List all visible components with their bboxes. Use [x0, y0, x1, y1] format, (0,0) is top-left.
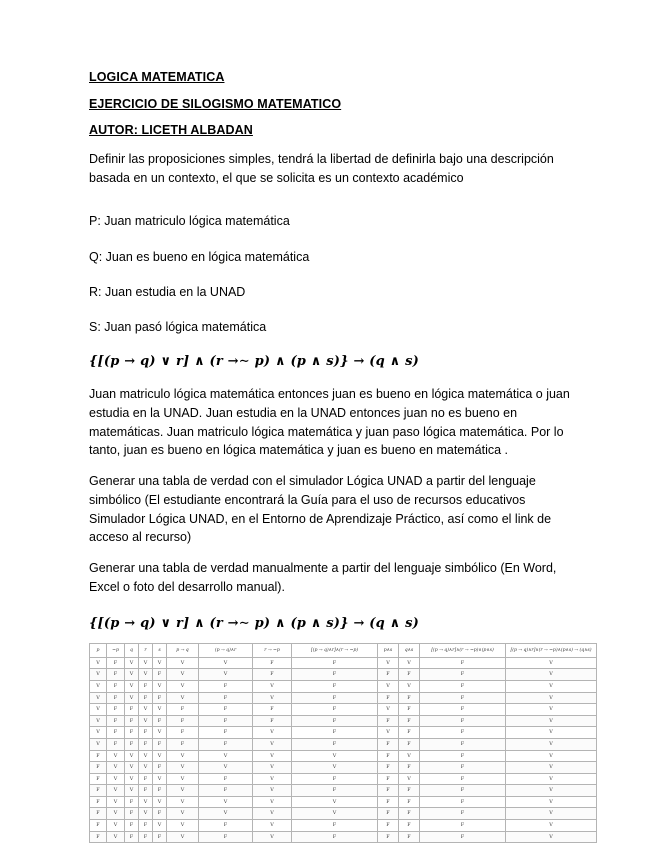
- table-cell: F: [90, 750, 107, 762]
- table-cell: F: [167, 704, 199, 716]
- argument-paragraph: Juan matriculo lógica matemática entonces juan es bueno en lógica matemática o juan estudia en la UNAD. Juan estudia en la UNAD entonces juan no es bueno en matemáticas. Juan matriculo lógica matemática y juan paso lógica matemática. Por lo tanto, juan es bueno en lógica matemática y juan es bueno en matemática .: [89, 387, 570, 458]
- table-cell: V: [253, 692, 292, 704]
- column-header-not-p: ~p: [107, 643, 125, 657]
- table-cell: F: [378, 808, 399, 820]
- table-cell: V: [506, 750, 597, 762]
- table-cell: V: [90, 657, 107, 669]
- column-header-r-implies-notp: r → ~p: [253, 643, 292, 657]
- table-cell: F: [153, 715, 167, 727]
- table-cell: V: [139, 750, 153, 762]
- table-cell: F: [107, 657, 125, 669]
- table-cell: F: [292, 727, 378, 739]
- table-cell: V: [292, 796, 378, 808]
- table-cell: V: [506, 727, 597, 739]
- table-cell: F: [153, 762, 167, 774]
- table-row: [90, 808, 597, 820]
- table-cell: F: [420, 738, 506, 750]
- proposition-s: S: Juan pasó lógica matemática: [89, 319, 267, 334]
- symbolic-formula-table: {[(p → q) ∨ r] ∧ (r →∼ p) ∧ (p ∧ s)} → (q ∧ s): [89, 615, 419, 631]
- table-cell: F: [90, 773, 107, 785]
- table-cell: V: [253, 750, 292, 762]
- document-subtitle: EJERCICIO DE SILOGISMO MATEMATICO: [89, 96, 342, 111]
- table-cell: F: [399, 692, 420, 704]
- table-cell: F: [139, 773, 153, 785]
- table-cell: F: [399, 669, 420, 681]
- table-cell: F: [125, 831, 139, 843]
- table-cell: F: [167, 727, 199, 739]
- table-cell: F: [153, 669, 167, 681]
- document-content: [89, 70, 592, 843]
- table-cell: F: [420, 750, 506, 762]
- table-cell: F: [253, 715, 292, 727]
- truth-table-head: [90, 643, 597, 657]
- table-cell: F: [378, 773, 399, 785]
- column-header-q: q: [125, 643, 139, 657]
- table-cell: F: [420, 785, 506, 797]
- table-cell: F: [153, 738, 167, 750]
- table-cell: F: [292, 704, 378, 716]
- table-row: [90, 762, 597, 774]
- table-cell: V: [107, 750, 125, 762]
- table-cell: V: [107, 820, 125, 832]
- table-cell: V: [139, 715, 153, 727]
- table-cell: F: [107, 727, 125, 739]
- table-row: [90, 680, 597, 692]
- page-title: LOGICA MATEMATICA: [89, 70, 225, 84]
- table-cell: F: [292, 820, 378, 832]
- table-cell: F: [378, 715, 399, 727]
- table-cell: F: [378, 750, 399, 762]
- table-cell: V: [167, 796, 199, 808]
- document-author: AUTOR: LICETH ALBADAN: [89, 123, 253, 138]
- table-cell: V: [125, 773, 139, 785]
- table-cell: V: [253, 831, 292, 843]
- table-cell: V: [506, 669, 597, 681]
- table-cell: F: [399, 762, 420, 774]
- table-cell: F: [420, 680, 506, 692]
- table-cell: F: [139, 831, 153, 843]
- column-header-r: r: [139, 643, 153, 657]
- table-cell: V: [153, 727, 167, 739]
- table-row: [90, 831, 597, 843]
- table-cell: F: [107, 715, 125, 727]
- table-cell: F: [199, 727, 253, 739]
- table-cell: F: [399, 715, 420, 727]
- table-cell: V: [506, 692, 597, 704]
- proposition-r: R: Juan estudia en la UNAD: [89, 284, 246, 299]
- table-cell: V: [199, 762, 253, 774]
- table-cell: V: [107, 831, 125, 843]
- table-cell: V: [167, 831, 199, 843]
- column-header-antecedent: [(p → q)∧r]∧(r → ~p)∧(p∧s): [420, 643, 506, 657]
- proposition-q: Q: Juan es bueno en lógica matemática: [89, 249, 310, 264]
- table-row: [90, 750, 597, 762]
- table-cell: V: [90, 727, 107, 739]
- table-cell: F: [420, 808, 506, 820]
- table-cell: V: [167, 657, 199, 669]
- table-cell: F: [199, 704, 253, 716]
- table-cell: F: [139, 820, 153, 832]
- table-cell: V: [153, 680, 167, 692]
- table-cell: V: [90, 680, 107, 692]
- column-header-s: s: [153, 643, 167, 657]
- table-cell: F: [199, 820, 253, 832]
- table-cell: F: [399, 808, 420, 820]
- table-cell: V: [378, 680, 399, 692]
- table-cell: V: [292, 762, 378, 774]
- table-cell: V: [125, 750, 139, 762]
- table-cell: V: [125, 785, 139, 797]
- table-cell: F: [125, 738, 139, 750]
- table-cell: F: [399, 727, 420, 739]
- column-header-p-and-s: p∧s: [378, 643, 399, 657]
- table-cell: V: [153, 657, 167, 669]
- table-cell: V: [399, 773, 420, 785]
- table-cell: V: [125, 762, 139, 774]
- column-header-p: p: [90, 643, 107, 657]
- table-cell: F: [125, 704, 139, 716]
- table-cell: V: [153, 704, 167, 716]
- table-cell: F: [253, 657, 292, 669]
- table-cell: V: [90, 692, 107, 704]
- table-cell: V: [167, 680, 199, 692]
- table-cell: V: [399, 750, 420, 762]
- table-cell: V: [107, 808, 125, 820]
- table-cell: V: [506, 680, 597, 692]
- table-cell: F: [420, 727, 506, 739]
- table-cell: F: [378, 796, 399, 808]
- table-row: [90, 773, 597, 785]
- table-cell: V: [199, 669, 253, 681]
- table-cell: V: [90, 669, 107, 681]
- table-cell: V: [167, 692, 199, 704]
- table-cell: F: [125, 715, 139, 727]
- table-cell: V: [139, 808, 153, 820]
- table-cell: F: [420, 762, 506, 774]
- table-cell: F: [420, 704, 506, 716]
- table-cell: F: [292, 738, 378, 750]
- table-cell: F: [199, 785, 253, 797]
- table-cell: F: [167, 715, 199, 727]
- table-cell: V: [292, 808, 378, 820]
- table-cell: V: [399, 657, 420, 669]
- table-cell: V: [139, 762, 153, 774]
- table-cell: F: [292, 657, 378, 669]
- table-cell: V: [153, 750, 167, 762]
- table-cell: F: [292, 680, 378, 692]
- table-cell: F: [420, 831, 506, 843]
- table-cell: V: [506, 773, 597, 785]
- proposition-p: P: Juan matriculo lógica matemática: [89, 214, 290, 229]
- table-cell: V: [506, 715, 597, 727]
- table-cell: F: [420, 692, 506, 704]
- table-cell: F: [420, 773, 506, 785]
- table-cell: F: [107, 692, 125, 704]
- instruction-simulator: Generar una tabla de verdad con el simulador Lógica UNAD a partir del lenguaje simbólico (El estudiante encontrará la Guía para el uso de recursos educativos Simulador Lógica UNAD, en el Entorno de Aprendizaje Práctico, así como el link de acceso al recurso): [89, 474, 552, 545]
- table-cell: F: [378, 785, 399, 797]
- table-cell: F: [125, 808, 139, 820]
- table-cell: V: [107, 785, 125, 797]
- instruction-manual: Generar una tabla de verdad manualmente a partir del lenguaje simbólico (En Word, Excel o foto del desarrollo manual).: [89, 561, 557, 594]
- table-row: [90, 669, 597, 681]
- table-cell: F: [292, 692, 378, 704]
- table-cell: V: [107, 762, 125, 774]
- table-cell: V: [167, 750, 199, 762]
- table-cell: F: [292, 715, 378, 727]
- table-cell: F: [378, 692, 399, 704]
- table-cell: F: [90, 831, 107, 843]
- table-cell: F: [90, 785, 107, 797]
- table-cell: V: [167, 773, 199, 785]
- table-cell: F: [399, 785, 420, 797]
- table-cell: F: [167, 738, 199, 750]
- table-cell: V: [253, 762, 292, 774]
- table-cell: F: [253, 704, 292, 716]
- table-cell: V: [506, 785, 597, 797]
- table-cell: V: [90, 704, 107, 716]
- table-row: [90, 704, 597, 716]
- table-cell: V: [506, 820, 597, 832]
- table-cell: V: [139, 796, 153, 808]
- table-cell: F: [292, 785, 378, 797]
- truth-table-body: [90, 657, 597, 843]
- table-cell: F: [378, 820, 399, 832]
- column-header-conclusion: [(p → q)∧r]∧(r → ~p)∧(p∧s) → (q∧s): [506, 643, 597, 657]
- table-cell: F: [107, 669, 125, 681]
- table-cell: F: [107, 704, 125, 716]
- table-cell: V: [506, 808, 597, 820]
- table-cell: F: [420, 669, 506, 681]
- truth-table: [89, 643, 597, 844]
- table-cell: F: [125, 796, 139, 808]
- table-cell: V: [167, 808, 199, 820]
- table-cell: F: [90, 796, 107, 808]
- table-cell: F: [199, 692, 253, 704]
- table-cell: V: [153, 820, 167, 832]
- truth-table-header-row: [90, 643, 597, 657]
- table-cell: F: [139, 785, 153, 797]
- table-cell: V: [506, 738, 597, 750]
- table-cell: F: [90, 762, 107, 774]
- table-cell: F: [420, 820, 506, 832]
- table-cell: F: [153, 692, 167, 704]
- table-cell: F: [139, 727, 153, 739]
- table-cell: V: [90, 715, 107, 727]
- table-cell: F: [199, 738, 253, 750]
- column-header-compound-1: [(p → q)∧r]∧(r → ~p): [292, 643, 378, 657]
- table-cell: V: [139, 669, 153, 681]
- table-cell: V: [199, 750, 253, 762]
- column-header-p-implies-q: p → q: [167, 643, 199, 657]
- column-header-pq-and-r: (p → q)∧r: [199, 643, 253, 657]
- table-cell: F: [139, 680, 153, 692]
- table-cell: V: [125, 657, 139, 669]
- table-cell: F: [292, 773, 378, 785]
- table-cell: F: [253, 669, 292, 681]
- table-cell: V: [253, 808, 292, 820]
- table-cell: V: [139, 704, 153, 716]
- intro-paragraph: Definir las proposiciones simples, tendrá la libertad de definirla bajo una descripción basada en un contexto, el que se solicita es un contexto académico: [89, 151, 554, 185]
- table-cell: V: [199, 808, 253, 820]
- table-cell: F: [378, 738, 399, 750]
- table-row: [90, 657, 597, 669]
- table-cell: V: [139, 657, 153, 669]
- table-cell: F: [153, 808, 167, 820]
- table-cell: F: [199, 680, 253, 692]
- table-row: [90, 738, 597, 750]
- table-cell: F: [420, 715, 506, 727]
- table-cell: V: [378, 657, 399, 669]
- table-cell: V: [253, 820, 292, 832]
- table-cell: F: [125, 820, 139, 832]
- table-cell: V: [506, 657, 597, 669]
- table-cell: V: [378, 727, 399, 739]
- table-cell: F: [420, 796, 506, 808]
- table-cell: F: [139, 692, 153, 704]
- spacer: [89, 199, 573, 212]
- table-cell: V: [253, 773, 292, 785]
- table-cell: V: [506, 831, 597, 843]
- table-cell: F: [139, 738, 153, 750]
- table-cell: V: [167, 820, 199, 832]
- table-row: [90, 715, 597, 727]
- table-cell: V: [253, 680, 292, 692]
- table-cell: F: [399, 831, 420, 843]
- table-cell: F: [153, 785, 167, 797]
- table-cell: V: [90, 738, 107, 750]
- table-row: [90, 727, 597, 739]
- table-cell: V: [253, 796, 292, 808]
- table-cell: F: [378, 669, 399, 681]
- table-cell: F: [107, 738, 125, 750]
- table-cell: V: [199, 657, 253, 669]
- table-row: [90, 692, 597, 704]
- table-cell: V: [107, 773, 125, 785]
- table-cell: F: [199, 831, 253, 843]
- table-cell: V: [125, 669, 139, 681]
- table-cell: V: [167, 762, 199, 774]
- table-cell: F: [378, 762, 399, 774]
- table-cell: F: [399, 704, 420, 716]
- symbolic-formula-top: {[(p → q) ∨ r] ∧ (r →∼ p) ∧ (p ∧ s)} → (q ∧ s): [89, 353, 419, 369]
- table-cell: V: [153, 773, 167, 785]
- table-cell: V: [125, 680, 139, 692]
- table-cell: V: [199, 796, 253, 808]
- table-cell: F: [292, 669, 378, 681]
- table-cell: F: [125, 727, 139, 739]
- table-cell: F: [399, 738, 420, 750]
- table-cell: F: [199, 773, 253, 785]
- table-cell: F: [153, 831, 167, 843]
- table-cell: V: [253, 785, 292, 797]
- table-row: [90, 796, 597, 808]
- table-cell: F: [90, 820, 107, 832]
- table-cell: V: [378, 704, 399, 716]
- column-header-q-and-s: q∧s: [399, 643, 420, 657]
- table-cell: V: [506, 704, 597, 716]
- table-cell: F: [107, 680, 125, 692]
- table-cell: F: [90, 808, 107, 820]
- table-row: [90, 785, 597, 797]
- table-cell: V: [292, 750, 378, 762]
- table-cell: V: [506, 762, 597, 774]
- table-cell: F: [399, 796, 420, 808]
- table-cell: V: [253, 738, 292, 750]
- table-cell: F: [292, 831, 378, 843]
- table-cell: V: [153, 796, 167, 808]
- table-cell: V: [167, 669, 199, 681]
- table-cell: V: [125, 692, 139, 704]
- table-cell: F: [199, 715, 253, 727]
- table-cell: V: [399, 680, 420, 692]
- table-cell: V: [167, 785, 199, 797]
- table-cell: F: [378, 831, 399, 843]
- table-cell: F: [420, 657, 506, 669]
- table-cell: V: [107, 796, 125, 808]
- table-cell: V: [506, 796, 597, 808]
- table-cell: V: [253, 727, 292, 739]
- table-cell: F: [399, 820, 420, 832]
- table-row: [90, 820, 597, 832]
